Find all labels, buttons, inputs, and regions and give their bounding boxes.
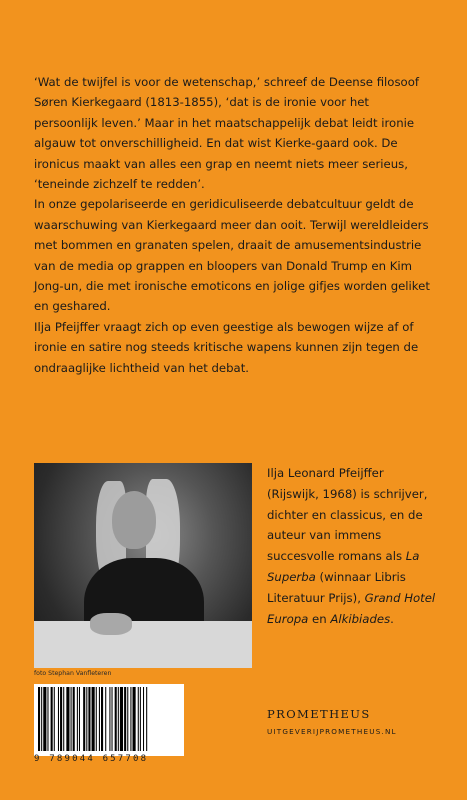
- barcode-bar: [105, 687, 106, 751]
- author-photo-table: [34, 621, 252, 668]
- barcode-bar: [63, 687, 64, 751]
- publisher-block: [267, 707, 397, 736]
- barcode-bar: [118, 687, 119, 751]
- barcode-bar: [130, 687, 131, 751]
- barcode-bar: [101, 687, 103, 751]
- barcode-bar: [51, 687, 53, 751]
- author-bio: [267, 463, 437, 629]
- barcode-bar: [99, 687, 100, 751]
- barcode-bar: [127, 687, 128, 751]
- barcode-bar: [92, 687, 95, 751]
- bio-book-3: Alkibiades: [330, 611, 391, 626]
- barcode-bars: [38, 687, 180, 751]
- barcode-bar: [41, 687, 42, 751]
- isbn-barcode: [34, 684, 184, 756]
- bio-book-2: Grand Hotel Europa: [267, 590, 436, 626]
- barcode-bar: [133, 687, 136, 751]
- barcode-bar: [66, 687, 69, 751]
- bio-joiner: en: [308, 611, 331, 626]
- barcode-bar: [96, 687, 97, 751]
- photo-credit: foto Stephan Vanfleteren: [34, 670, 112, 677]
- barcode-bar: [86, 687, 87, 751]
- publisher-url: UITGEVERIJPROMETHEUS.NL: [267, 727, 397, 736]
- barcode-bar: [60, 687, 62, 751]
- isbn-number: 9 789044 657708: [34, 754, 149, 764]
- bio-book-1-note: (winnaar Libris Literatuur Prijs),: [267, 569, 406, 605]
- bio-end: .: [390, 611, 394, 626]
- barcode-bar: [77, 687, 78, 751]
- barcode-bar: [112, 687, 113, 751]
- bio-book-1: La Superba: [267, 549, 420, 584]
- barcode-bar: [88, 687, 90, 751]
- author-bio-text: [267, 463, 437, 629]
- blurb-paragraph-1: ‘Wat de twijfel is voor de wetenschap,’ schreef de Deense filosoof Søren Kierkegaard (1813-1855), ‘dat is de ironie voor het persoonlijk leven.’ Maar in het maatschappelijk debat leidt ironie algauw tot onverschilligheid. En dat wist Kierke-gaard ook. De ironicus maakt van alles een grap en neemt niets meer serieus, ‘teneinde zichzelf te redden’.: [34, 75, 419, 192]
- barcode-bar: [54, 687, 55, 751]
- author-photo-hand: [90, 613, 132, 635]
- barcode-bar: [146, 687, 147, 751]
- barcode-bar: [47, 687, 48, 751]
- author-photo-face: [112, 491, 156, 549]
- barcode-bar: [43, 687, 46, 751]
- author-photo: [34, 463, 252, 668]
- barcode-bar: [38, 687, 40, 751]
- barcode-bar: [143, 687, 144, 751]
- barcode-bar: [79, 687, 80, 751]
- back-cover-blurb: [34, 72, 434, 378]
- barcode-bar: [109, 687, 110, 751]
- barcode-bar: [120, 687, 123, 751]
- barcode-bar: [71, 687, 72, 751]
- barcode-bar: [58, 687, 59, 751]
- blurb-paragraph-3: Ilja Pfeijffer vraagt zich op even geestige als bewogen wijze af of ironie en satire nog steeds kritische wapens kunnen zijn tegen de ondraaglijke lichtheid van het debat.: [34, 319, 419, 375]
- barcode-bar: [138, 687, 139, 751]
- publisher-logo: PROMETHEUS: [267, 707, 371, 721]
- barcode-bar: [115, 687, 117, 751]
- bio-intro: Ilja Leonard Pfeijffer (Rijswijk, 1968) is schrijver, dichter en classicus, en de auteur van immens succesvolle romans als: [267, 466, 428, 564]
- barcode-bar: [83, 687, 85, 751]
- blurb-paragraph-2: In onze gepolariseerde en geridiculiseerde debatcultuur geldt de waarschuwing van Kierkegaard meer dan ooit. Terwijl wereldleiders met bommen en granaten spelen, draait de amusementsindustrie van de media op grappen en bloopers van Donald Trump en Kim Jong-un, die met ironische emoticons en jolige gifjes worden geliket en geshared.: [34, 197, 430, 314]
- barcode-bar: [73, 687, 75, 751]
- barcode-bar: [140, 687, 141, 751]
- barcode-bar: [124, 687, 126, 751]
